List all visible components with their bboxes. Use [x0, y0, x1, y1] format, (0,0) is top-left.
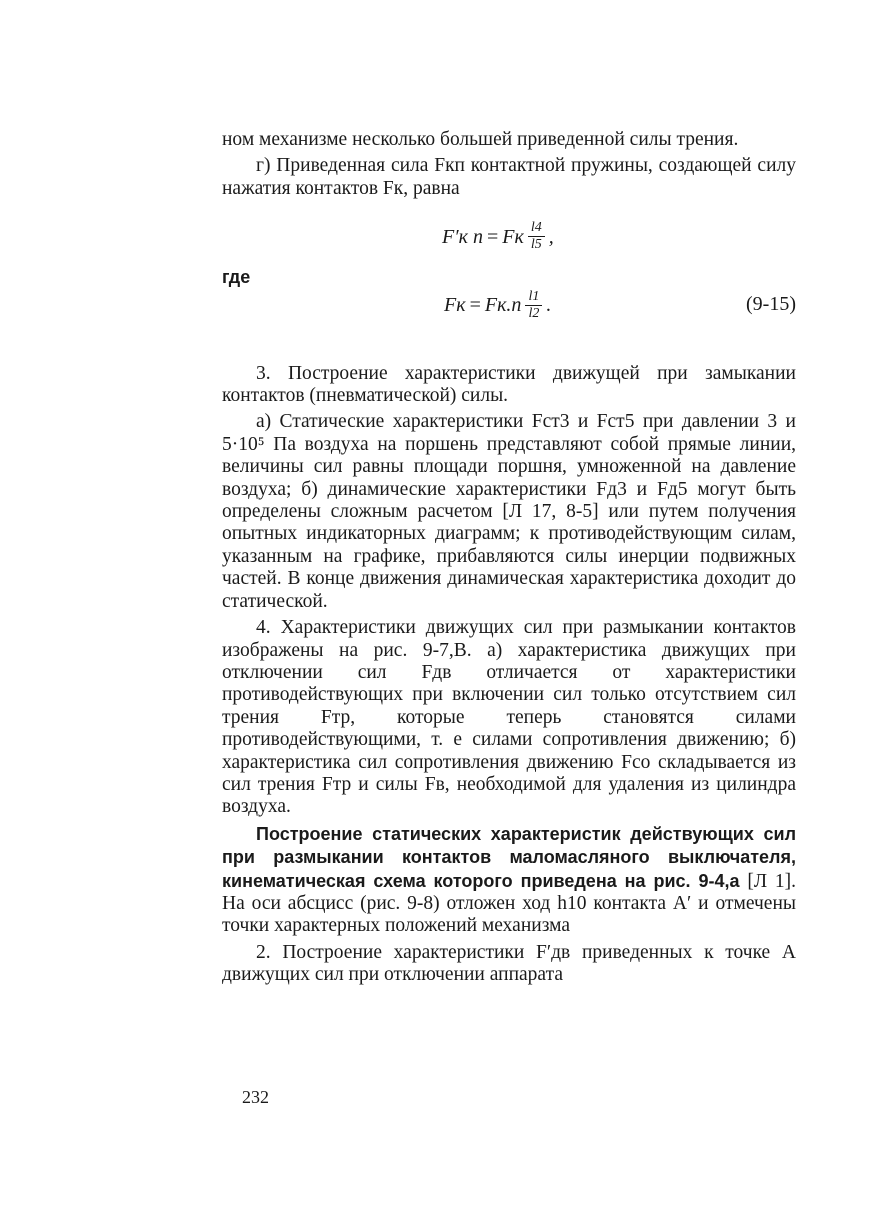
paragraph-a: а) Статические характеристики Fст3 и Fст5 при давлении 3 и 5·10⁵ Па воздуха на поршень представляют собой прямые линии, величины сил равны площади поршня, умноженной на давление воздуха; б) динамические характеристики Fд3 и Fд5 могут быть определены сложным расчетом [Л 17, 8-5] или путем получения опытных индикаторных диаграмм; к противодействующим силам, указанным на графике, прибавляются силы инерции подвижных частей. В конце движения динамическая характеристика доходит до статической.: [222, 411, 796, 612]
where-label: где: [222, 267, 251, 288]
body-text: [222, 129, 796, 987]
formula2-tail: .: [546, 293, 552, 316]
section-heading: Построение статических характеристик действующих сил при размыкании контактов маломасляного выключателя, кинематическая схема которого приведена на рис. 9-4,а: [222, 823, 796, 891]
formula-spring-force: [222, 200, 796, 266]
paragraph-3: 3. Построение характеристики движущей при замыкании контактов (пневматической) силы.: [222, 362, 796, 407]
section-heading-paragraph: [222, 823, 796, 938]
formula2-den: l2: [528, 305, 540, 321]
section-heading-rest: [Л 1]. На оси абсцисс (рис. 9-8) отложен ход h10 контакта A′ и отмечены точки характерных положений механизма: [222, 870, 796, 937]
formula1-num: l4: [528, 220, 545, 237]
formula2-eq: =: [469, 293, 481, 316]
formula-contact-force: [222, 289, 796, 345]
formula1-rhs: Fк: [502, 225, 524, 248]
formula2-lhs: Fк: [444, 293, 466, 316]
formula1-tail: ,: [548, 225, 554, 248]
formula2-num: l1: [525, 289, 542, 306]
formula2-fraction: [525, 289, 542, 322]
page-number: 232: [242, 1087, 269, 1107]
formula1-fraction: [528, 220, 545, 253]
paragraph-continuation: ном механизме несколько большей приведенной силы трения.: [222, 129, 739, 150]
paragraph-4: 4. Характеристики движущих сил при размыкании контактов изображены на рис. 9-7,В. а) характеристика движущих при отключении сил Fдв отличается от характеристики противодействующих при включении сил только отсутствием сил трения Fтр, которые теперь становятся силами противодействующими, т. е силами сопротивления движению; б) характеристика сил сопротивления движению Fсо складывается из сил трения Fтр и силы Fв, необходимой для удаления из цилиндра воздуха.: [222, 617, 796, 818]
paragraph-2: 2. Построение характеристики F′дв приведенных к точке A движущих сил при отключении аппарата: [222, 941, 796, 986]
formula1-den: l5: [530, 237, 542, 253]
formula1-lhs: F′к п: [442, 225, 483, 248]
formula1-eq: =: [486, 225, 499, 248]
paragraph-g: г) Приведенная сила Fкп контактной пружины, создающей силу нажатия контактов Fк, равна: [222, 155, 796, 199]
equation-number: (9-15): [746, 292, 796, 315]
formula2-rhs: Fк.п: [484, 293, 522, 316]
